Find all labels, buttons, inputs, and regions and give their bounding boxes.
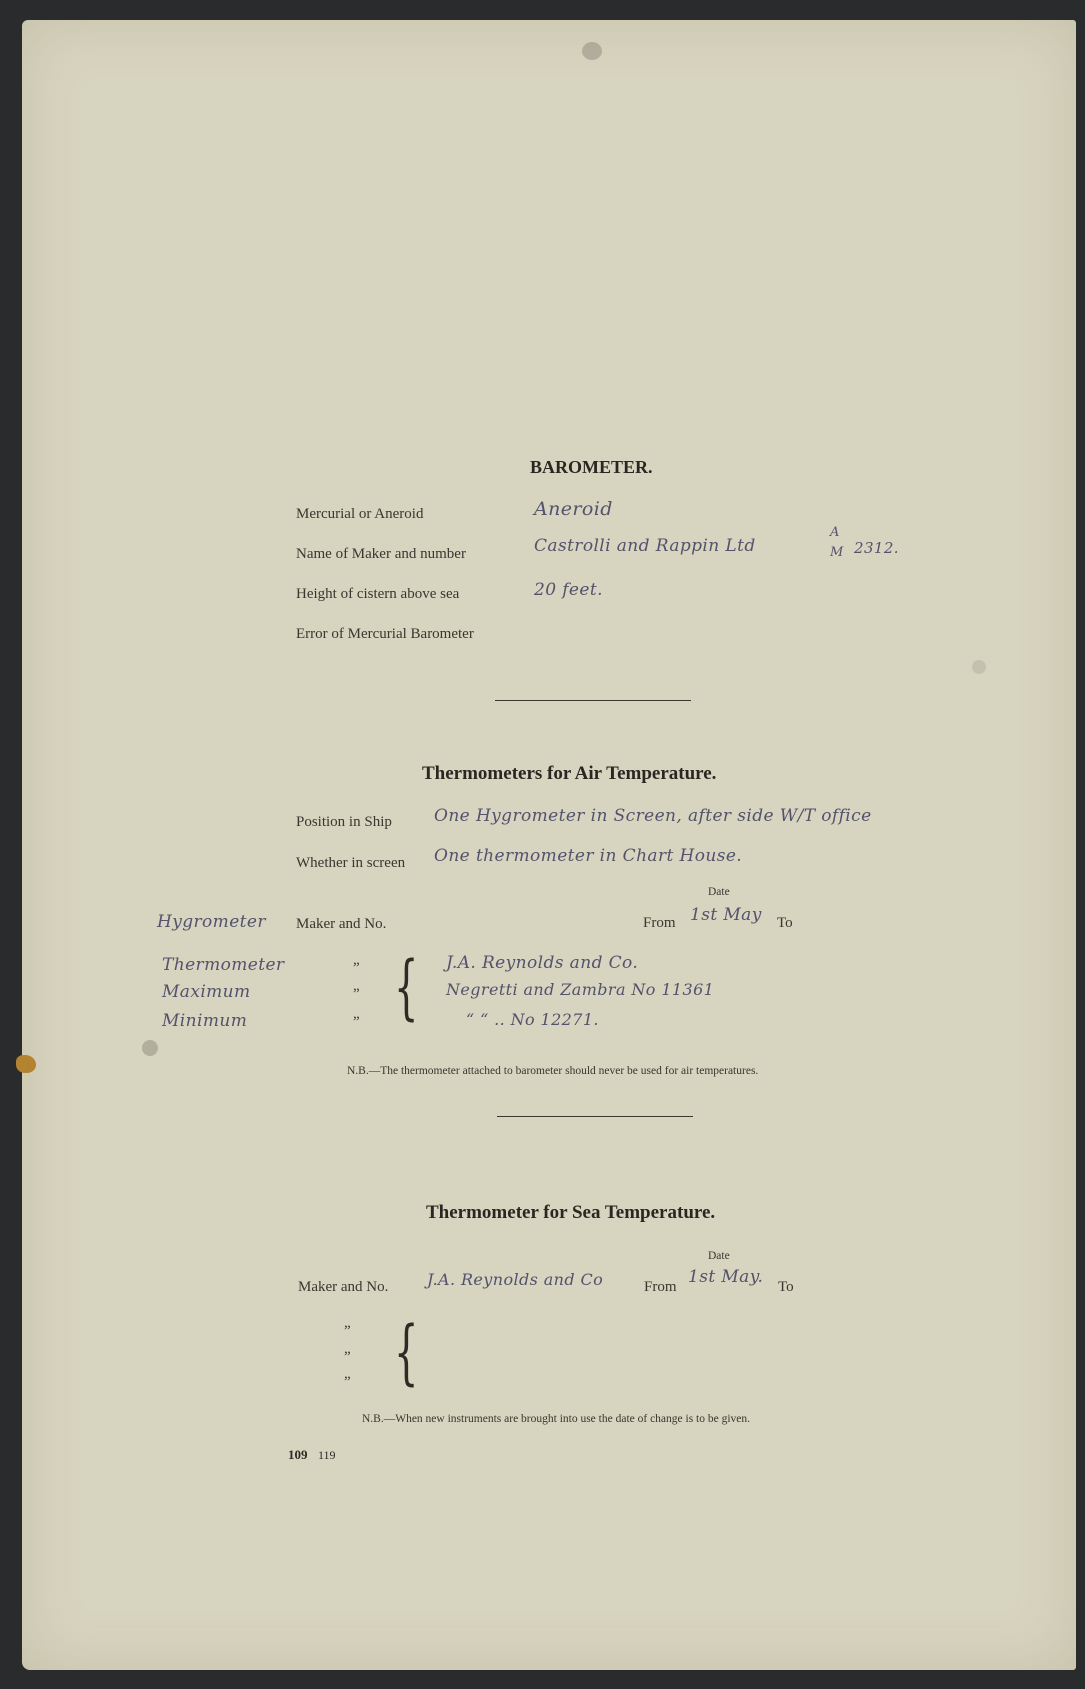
air-from-label: From [643,915,676,931]
section-divider [497,1116,693,1117]
instrument-maximum: Maximum [162,982,251,1002]
ditto-mark: ” [344,1323,351,1339]
ditto-mark: ” [344,1349,351,1365]
sea-temp-heading: Thermometer for Sea Temperature. [426,1202,716,1223]
mercurial-error-label: Error of Mercurial Barometer [296,626,474,642]
maximum-maker-value: Negretti and Zambra No 11361 [446,980,715,999]
air-to-label: To [777,915,793,931]
form-sheet [22,20,1076,1670]
instrument-thermometer: Thermometer [162,955,285,975]
screen-value: One thermometer in Chart House. [434,846,743,866]
sea-maker-value: J.A. Reynolds and Co [427,1270,604,1289]
maker-number-sub: M [830,545,844,560]
cistern-height-value: 20 feet. [534,580,603,600]
air-date-label: Date [708,886,730,898]
mercurial-aneroid-label: Mercurial or Aneroid [296,506,424,522]
maker-number-extra: 2312. [854,539,899,557]
ditto-mark: ” [353,960,360,976]
maker-number-value: Castrolli and Rappin Ltd [534,536,756,556]
screen-label: Whether in screen [296,855,406,871]
sea-from-value: 1st May. [688,1267,764,1287]
mercurial-aneroid-value: Aneroid [534,498,613,520]
thermometer-maker-value: J.A. Reynolds and Co. [446,953,639,973]
cistern-height-label: Height of cistern above sea [296,586,460,602]
instrument-minimum: Minimum [162,1011,248,1031]
brace: { [394,946,419,1028]
brace: { [394,1311,419,1393]
position-value: One Hygrometer in Screen, after side W/T office [434,806,872,826]
air-from-value: 1st May [690,905,762,925]
maker-number-label: Name of Maker and number [296,546,466,562]
sea-note: N.B.—When new instruments are brought into use the date of change is to be given. [362,1413,751,1425]
ditto-mark: ” [353,1014,360,1030]
air-maker-label: Maker and No. [296,916,387,932]
page-number: 119 [318,1448,336,1462]
maker-number-sup: A [830,525,840,540]
sea-date-label: Date [708,1250,730,1262]
barometer-heading: BAROMETER. [530,457,653,477]
section-divider [495,700,691,701]
form-number: 109 [288,1447,308,1462]
ditto-mark: ” [353,986,360,1002]
sea-from-label: From [644,1279,677,1295]
air-temp-heading: Thermometers for Air Temperature. [422,763,717,784]
sea-to-label: To [778,1279,794,1295]
air-note: N.B.—The thermometer attached to barometer should never be used for air temperatures. [347,1065,759,1077]
sea-maker-label: Maker and No. [298,1279,389,1295]
minimum-maker-value: “ “ .. No 12271. [466,1010,599,1029]
position-label: Position in Ship [296,814,392,830]
ditto-mark: ” [344,1374,351,1390]
instrument-hygrometer: Hygrometer [157,912,266,932]
